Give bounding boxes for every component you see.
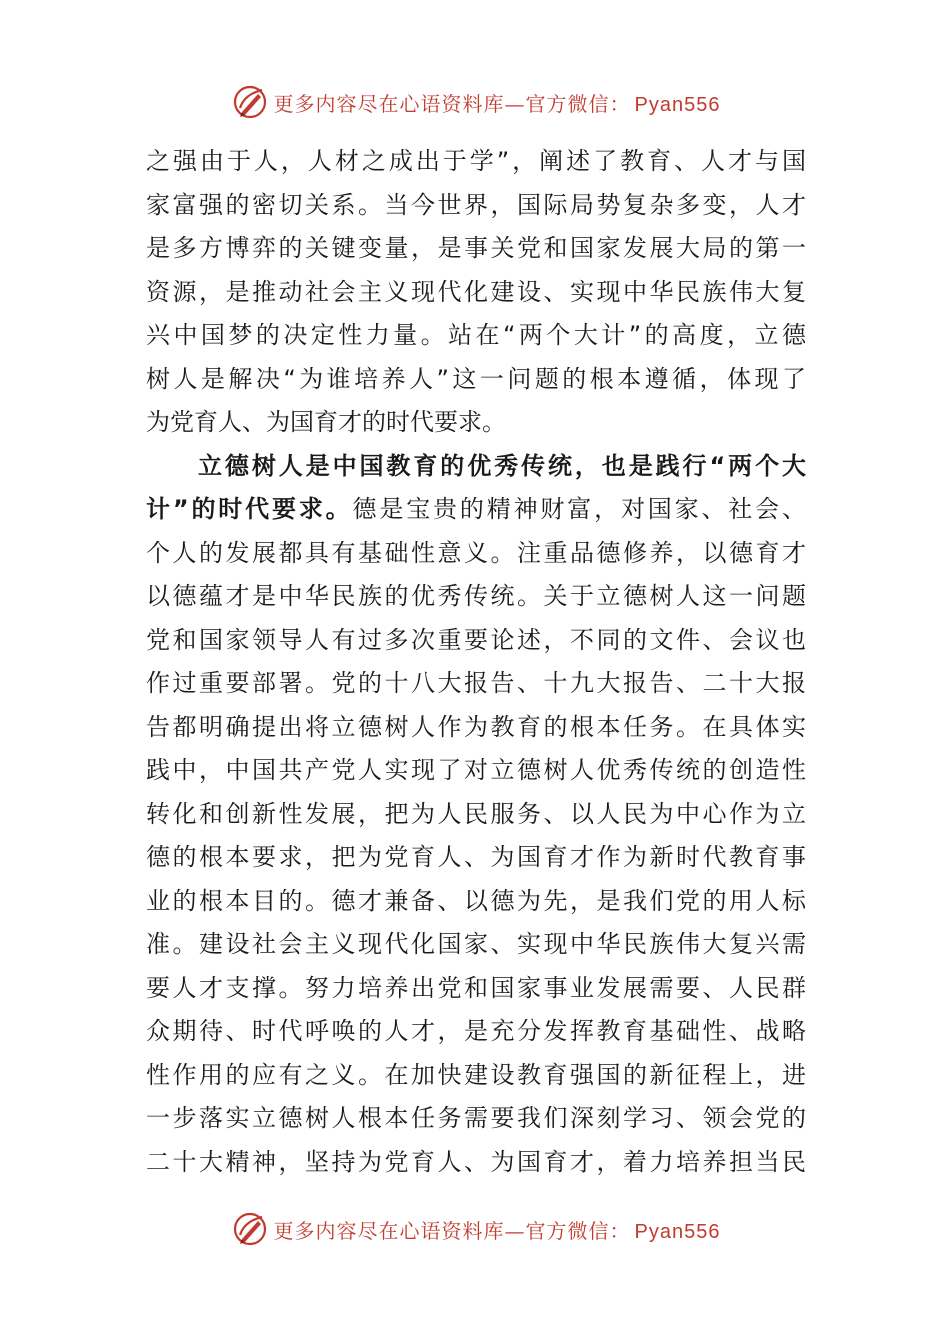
text-line: 资源，是推动社会主义现代化建设、实现中华民族伟大复 (146, 277, 806, 306)
text-line: 树人是解决“为谁培养人”这一问题的根本遵循，体现了 (146, 364, 806, 393)
text-line: 作过重要部署。党的十八大报告、十九大报告、二十大报 (146, 669, 806, 697)
header-wechat-id: Pyan556 (634, 93, 721, 116)
footer-wechat-id: Pyan556 (634, 1220, 721, 1243)
footer-brand-text: 更多内容尽在心语资料库—官方微信： Pyan556 (273, 1218, 721, 1243)
text-line: 践中，中国共产党人实现了对立德树人优秀传统的创造性 (146, 756, 806, 784)
text-line: 为党育人、为国育才的时代要求。 (146, 408, 506, 436)
paragraph-2 (146, 445, 806, 1185)
text-line: 是多方博弈的关键变量，是事关党和国家发展大局的第一 (146, 234, 806, 262)
pen-swirl-logo-icon (230, 1209, 270, 1249)
text-line: 之强由于人，人材之成出于学”，阐述了教育、人才与国 (146, 147, 806, 175)
text-line: 准。建设社会主义现代化国家、实现中华民族伟大复兴需 (146, 930, 806, 958)
header-brand-text: 更多内容尽在心语资料库—官方微信： Pyan556 (273, 91, 721, 116)
document-body (146, 140, 806, 1184)
text-line: 以德蕴才是中华民族的优秀传统。关于立德树人这一问题 (146, 582, 806, 610)
header-banner (0, 82, 950, 122)
text-line: 众期待、时代呼唤的人才，是充分发挥教育基础性、战略 (146, 1017, 806, 1045)
text-line: 党和国家领导人有过多次重要论述，不同的文件、会议也 (146, 625, 806, 654)
text-line-bold-heading (146, 445, 806, 489)
text-line: 二十大精神，坚持为党育人、为国育才，着力培养担当民 (146, 1147, 806, 1176)
text-line: 业的根本目的。德才兼备、以德为先，是我们党的用人标 (146, 886, 806, 915)
text-line: 性作用的应有之义。在加快建设教育强国的新征程上，进 (146, 1060, 806, 1089)
pen-swirl-logo-icon (230, 82, 270, 122)
text-line: 要人才支撑。努力培养出党和国家事业发展需要、人民群 (146, 973, 806, 1002)
text-line: 一步落实立德树人根本任务需要我们深刻学习、领会党的 (146, 1104, 806, 1132)
bold-heading-part-1: 立德树人是中国教育的优秀传统，也是践行“两个大 (198, 451, 806, 480)
text-line: 告都明确提出将立德树人作为教育的根本任务。在具体实 (146, 712, 806, 741)
text-line (146, 488, 806, 532)
footer-banner (0, 1209, 950, 1249)
text-line: 转化和创新性发展，把为人民服务、以人民为中心作为立 (146, 799, 806, 828)
text-line: 兴中国梦的决定性力量。站在“两个大计”的高度，立德 (146, 321, 806, 349)
text-run: 德是宝贵的精神财富，对国家、社会、 (352, 495, 806, 523)
bold-heading-part-2: 计”的时代要求。 (146, 495, 353, 523)
paragraph-1 (146, 140, 806, 445)
text-line: 个人的发展都具有基础性意义。注重品德修养，以德育才 (146, 538, 806, 567)
text-line: 家富强的密切关系。当今世界，国际局势复杂多变，人才 (146, 190, 806, 219)
text-line: 德的根本要求，把为党育人、为国育才作为新时代教育事 (146, 843, 806, 871)
